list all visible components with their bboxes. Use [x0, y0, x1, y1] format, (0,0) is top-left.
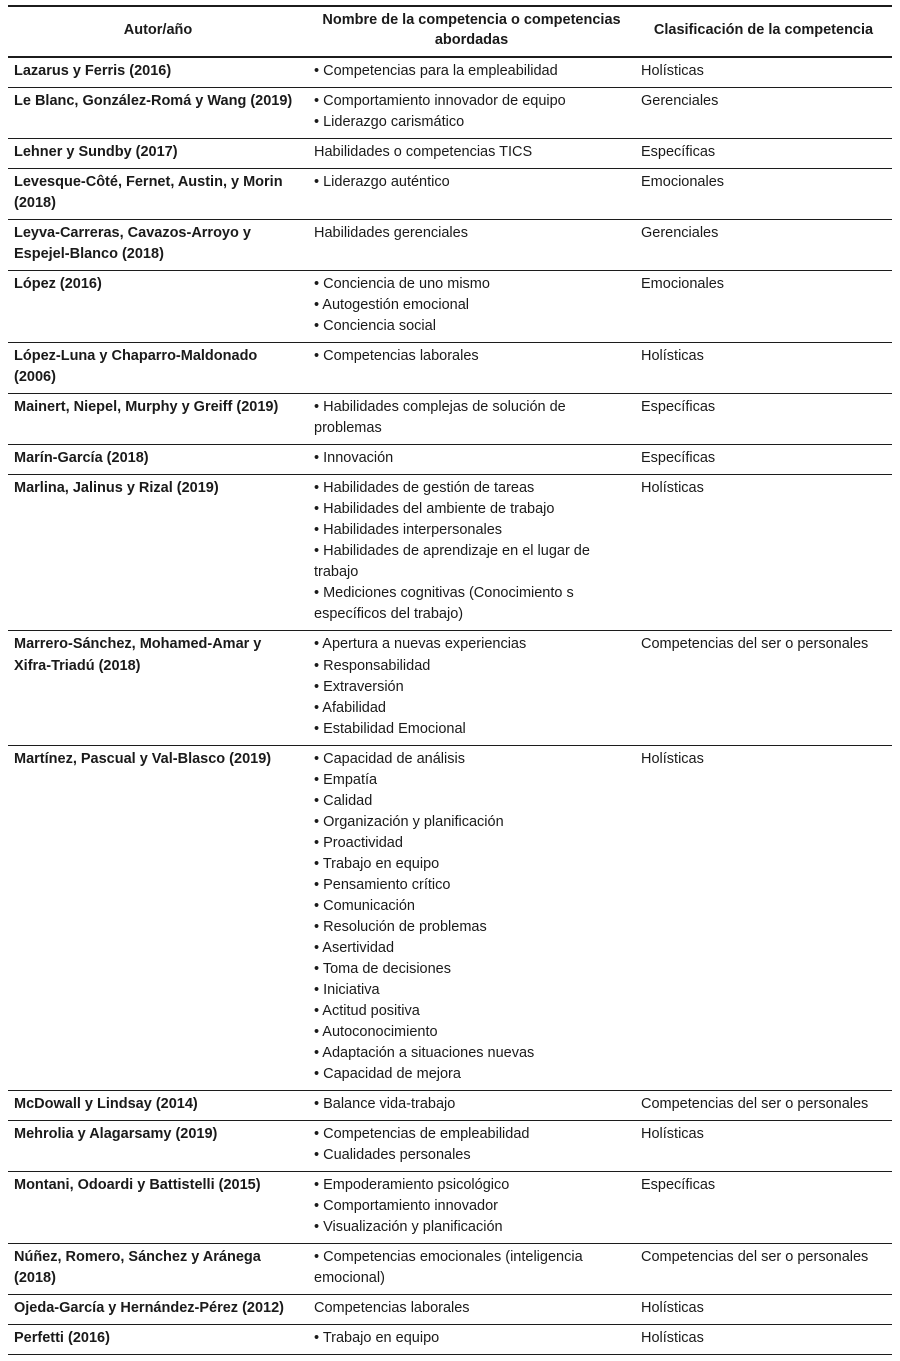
- table-row: [8, 745, 892, 1090]
- table-header: [8, 6, 892, 57]
- competencias-cell: [308, 220, 635, 271]
- author-cell: Núñez, Romero, Sánchez y Aránega (2018): [8, 1243, 308, 1294]
- author-cell: Leyva-Carreras, Cavazos-Arroyo y Espejel-Blanco (2018): [8, 220, 308, 271]
- competencias-cell: [308, 631, 635, 745]
- table-row: [8, 343, 892, 394]
- competencia-item: • Responsabilidad: [314, 657, 431, 674]
- author-cell: Marín-García (2018): [8, 445, 308, 475]
- author-cell: López (2016): [8, 271, 308, 343]
- competencias-cell: [308, 445, 635, 475]
- author-cell: Levesque-Côté, Fernet, Austin, y Morin (2018): [8, 169, 308, 220]
- competencia-item: • Organización y planificación: [314, 813, 504, 830]
- table-row: [8, 1171, 892, 1243]
- competencia-item: • Trabajo en equipo: [314, 1329, 440, 1346]
- author-cell: Mehrolia y Alagarsamy (2019): [8, 1120, 308, 1171]
- competencia-item: • Autoconocimiento: [314, 1023, 438, 1040]
- competencia-item: • Habilidades interpersonales: [314, 522, 503, 539]
- competencias-cell: [308, 169, 635, 220]
- author-cell: Perfetti (2016): [8, 1324, 308, 1354]
- competencias-cell: [308, 1090, 635, 1120]
- competencia-item: • Mediciones cognitivas (Conocimiento s específicos del trabajo): [314, 585, 574, 623]
- clasificacion-cell: Específicas: [635, 394, 892, 445]
- competencia-item: • Autogestión emocional: [314, 297, 470, 314]
- competencia-item: • Cualidades personales: [314, 1146, 471, 1163]
- competencia-item: • Empatía: [314, 771, 378, 788]
- table-row: [8, 271, 892, 343]
- competencia-item: • Asertividad: [314, 939, 395, 956]
- competencias-cell: [308, 475, 635, 631]
- competencia-item: • Actitud positiva: [314, 1002, 420, 1019]
- clasificacion-cell: Holísticas: [635, 1120, 892, 1171]
- competencia-item: • Toma de decisiones: [314, 960, 451, 977]
- table-row: [8, 1243, 892, 1294]
- clasificacion-cell: Holísticas: [635, 1324, 892, 1354]
- author-cell: Marlina, Jalinus y Rizal (2019): [8, 475, 308, 631]
- clasificacion-cell: Específicas: [635, 445, 892, 475]
- competencias-cell: [308, 1171, 635, 1243]
- competencia-item: Competencias laborales: [314, 1299, 470, 1316]
- header-autor: Autor/año: [8, 6, 308, 57]
- competencia-item: • Afabilidad: [314, 699, 386, 716]
- table-row: [8, 88, 892, 139]
- competencia-item: • Adaptación a situaciones nuevas: [314, 1044, 535, 1061]
- clasificacion-cell: Holísticas: [635, 1294, 892, 1324]
- clasificacion-cell: Emocionales: [635, 169, 892, 220]
- competencia-item: • Proactividad: [314, 834, 403, 851]
- clasificacion-cell: Específicas: [635, 1171, 892, 1243]
- clasificacion-cell: Holísticas: [635, 745, 892, 1090]
- competencia-item: • Conciencia social: [314, 318, 436, 335]
- competencias-cell: [308, 394, 635, 445]
- competencia-item: • Empoderamiento psicológico: [314, 1176, 510, 1193]
- author-cell: Lazarus y Ferris (2016): [8, 57, 308, 88]
- table-row: [8, 139, 892, 169]
- clasificacion-cell: Competencias del ser o personales: [635, 631, 892, 745]
- competencia-item: • Resolución de problemas: [314, 918, 487, 935]
- author-cell: López-Luna y Chaparro-Maldonado (2006): [8, 343, 308, 394]
- competencias-cell: [308, 139, 635, 169]
- clasificacion-cell: Competencias del ser o personales: [635, 1243, 892, 1294]
- competencia-item: • Visualización y planificación: [314, 1218, 503, 1235]
- competencias-table: [8, 5, 892, 1355]
- competencia-item: • Comportamiento innovador: [314, 1197, 499, 1214]
- competencia-item: Habilidades o competencias TICS: [314, 144, 533, 161]
- competencias-cell: [308, 57, 635, 88]
- competencia-item: • Habilidades de aprendizaje en el lugar de trabajo: [314, 543, 590, 581]
- competencia-item: • Liderazgo auténtico: [314, 174, 450, 191]
- author-cell: Le Blanc, González-Romá y Wang (2019): [8, 88, 308, 139]
- competencia-item: • Competencias laborales: [314, 348, 479, 365]
- header-row: [8, 6, 892, 57]
- table-row: [8, 57, 892, 88]
- author-cell: Lehner y Sundby (2017): [8, 139, 308, 169]
- header-competencias: Nombre de la competencia o competencias abordadas: [308, 6, 635, 57]
- competencias-cell: [308, 1243, 635, 1294]
- competencia-item: • Balance vida-trabajo: [314, 1095, 456, 1112]
- author-cell: Marrero-Sánchez, Mohamed-Amar y Xifra-Triadú (2018): [8, 631, 308, 745]
- competencia-item: • Apertura a nuevas experiencias: [314, 636, 527, 653]
- clasificacion-cell: Competencias del ser o personales: [635, 1090, 892, 1120]
- competencias-cell: [308, 745, 635, 1090]
- competencias-cell: [308, 343, 635, 394]
- competencias-cell: [308, 1294, 635, 1324]
- competencia-item: Habilidades gerenciales: [314, 225, 468, 242]
- competencias-cell: [308, 88, 635, 139]
- author-cell: Martínez, Pascual y Val-Blasco (2019): [8, 745, 308, 1090]
- author-cell: Ojeda-García y Hernández-Pérez (2012): [8, 1294, 308, 1324]
- competencia-item: • Liderazgo carismático: [314, 114, 465, 131]
- clasificacion-cell: Holísticas: [635, 475, 892, 631]
- competencia-item: • Extraversión: [314, 678, 404, 695]
- table-row: [8, 1294, 892, 1324]
- competencia-item: • Competencias de empleabilidad: [314, 1125, 530, 1142]
- table-row: [8, 169, 892, 220]
- table-row: [8, 631, 892, 745]
- table-row: [8, 1090, 892, 1120]
- table-body: [8, 57, 892, 1354]
- competencia-item: • Conciencia de uno mismo: [314, 276, 490, 293]
- header-clasificacion: Clasificación de la competencia: [635, 6, 892, 57]
- competencias-cell: [308, 1120, 635, 1171]
- table-row: [8, 475, 892, 631]
- clasificacion-cell: Holísticas: [635, 57, 892, 88]
- clasificacion-cell: Gerenciales: [635, 88, 892, 139]
- competencia-item: • Capacidad de mejora: [314, 1065, 461, 1082]
- clasificacion-cell: Emocionales: [635, 271, 892, 343]
- table-row: [8, 220, 892, 271]
- competencia-item: • Calidad: [314, 792, 373, 809]
- competencia-item: • Habilidades complejas de solución de problemas: [314, 399, 566, 437]
- author-cell: Mainert, Niepel, Murphy y Greiff (2019): [8, 394, 308, 445]
- table-row: [8, 1324, 892, 1354]
- clasificacion-cell: Gerenciales: [635, 220, 892, 271]
- competencia-item: • Habilidades de gestión de tareas: [314, 480, 535, 497]
- table-row: [8, 394, 892, 445]
- author-cell: Montani, Odoardi y Battistelli (2015): [8, 1171, 308, 1243]
- author-cell: McDowall y Lindsay (2014): [8, 1090, 308, 1120]
- competencia-item: • Competencias emocionales (inteligencia emocional): [314, 1248, 583, 1286]
- competencia-item: • Innovación: [314, 450, 394, 467]
- competencia-item: • Iniciativa: [314, 981, 380, 998]
- clasificacion-cell: Específicas: [635, 139, 892, 169]
- competencia-item: • Habilidades del ambiente de trabajo: [314, 501, 555, 518]
- competencia-item: • Comunicación: [314, 897, 415, 914]
- table-row: [8, 1120, 892, 1171]
- competencias-cell: [308, 1324, 635, 1354]
- competencia-item: • Capacidad de análisis: [314, 750, 465, 767]
- clasificacion-cell: Holísticas: [635, 343, 892, 394]
- table-row: [8, 445, 892, 475]
- competencia-item: • Trabajo en equipo: [314, 855, 440, 872]
- competencia-item: • Competencias para la empleabilidad: [314, 63, 558, 80]
- competencia-item: • Estabilidad Emocional: [314, 720, 466, 737]
- competencias-cell: [308, 271, 635, 343]
- competencia-item: • Comportamiento innovador de equipo: [314, 93, 566, 110]
- competencia-item: • Pensamiento crítico: [314, 876, 451, 893]
